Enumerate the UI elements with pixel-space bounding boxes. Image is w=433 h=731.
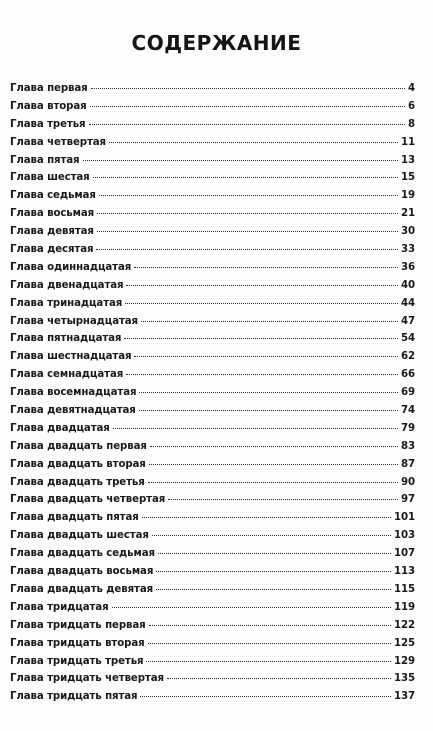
toc-entry: [10, 277, 415, 295]
toc-chapter-title: Глава тридцать четвертая: [10, 673, 164, 685]
toc-chapter-title: Глава двенадцатая: [10, 279, 124, 291]
toc-entry: [10, 169, 415, 187]
toc-chapter-title: Глава одиннадцатая: [10, 261, 132, 273]
toc-page-number: 21: [401, 208, 415, 220]
toc-chapter-title: Глава двадцать первая: [10, 440, 147, 452]
toc-chapter-title: Глава пятая: [10, 154, 80, 166]
dot-leader: [150, 446, 398, 447]
dot-leader: [139, 410, 398, 411]
toc-page-number: 13: [401, 154, 415, 166]
dot-leader: [83, 160, 399, 161]
toc-page-number: 30: [401, 226, 415, 238]
toc-entry: [10, 98, 415, 116]
dot-leader: [167, 678, 391, 679]
dot-leader: [124, 338, 398, 339]
toc-chapter-title: Глава тридцать первая: [10, 619, 146, 631]
toc-page-number: 103: [394, 530, 415, 542]
dot-leader: [140, 696, 391, 697]
toc-page-number: 107: [394, 548, 415, 560]
toc-page-number: 6: [408, 100, 415, 112]
toc-page-number: 66: [401, 369, 415, 381]
toc-chapter-title: Глава двадцать восьмая: [10, 566, 154, 578]
toc-page-number: 44: [401, 297, 415, 309]
toc-page-number: 36: [401, 261, 415, 273]
toc-page-number: 62: [401, 351, 415, 363]
toc-page-number: 125: [394, 637, 415, 649]
toc-chapter-title: Глава тридцать пятая: [10, 691, 138, 703]
toc-chapter-title: Глава тридцать вторая: [10, 637, 145, 649]
dot-leader: [141, 321, 398, 322]
toc-entry: [10, 456, 415, 474]
toc-chapter-title: Глава пятнадцатая: [10, 333, 122, 345]
toc-entry: [10, 563, 415, 581]
toc-entry: [10, 295, 415, 313]
toc-chapter-title: Глава восьмая: [10, 208, 95, 220]
toc-chapter-title: Глава двадцать четвертая: [10, 494, 166, 506]
toc-entry: [10, 545, 415, 563]
dot-leader: [158, 553, 391, 554]
dot-leader: [139, 392, 398, 393]
dot-leader: [156, 571, 391, 572]
toc-chapter-title: Глава девятая: [10, 226, 94, 238]
toc-entry: [10, 653, 415, 671]
toc-entry: [10, 384, 415, 402]
dot-leader: [90, 106, 405, 107]
toc-page-number: 83: [401, 440, 415, 452]
dot-leader: [146, 661, 391, 662]
toc-entry: [10, 688, 415, 706]
toc-entry: [10, 187, 415, 205]
toc-entry: [10, 241, 415, 259]
toc-entry: [10, 366, 415, 384]
toc-page-number: 119: [394, 601, 415, 613]
dot-leader: [96, 249, 398, 250]
table-of-contents: [10, 80, 415, 706]
dot-leader: [152, 535, 391, 536]
toc-chapter-title: Глава восемнадцатая: [10, 387, 137, 399]
toc-entry: [10, 223, 415, 241]
dot-leader: [125, 303, 398, 304]
page-title: СОДЕРЖАНИЕ: [131, 31, 302, 55]
dot-leader: [148, 643, 391, 644]
toc-chapter-title: Глава двадцать вторая: [10, 458, 146, 470]
toc-chapter-title: Глава четырнадцатая: [10, 315, 138, 327]
toc-entry: [10, 134, 415, 152]
toc-page-number: 79: [401, 422, 415, 434]
toc-page-number: 54: [401, 333, 415, 345]
toc-entry: [10, 581, 415, 599]
toc-page-number: 11: [401, 136, 415, 148]
dot-leader: [126, 285, 398, 286]
toc-chapter-title: Глава третья: [10, 118, 86, 130]
dot-leader: [113, 428, 398, 429]
toc-page-number: 137: [394, 691, 415, 703]
dot-leader: [149, 625, 391, 626]
toc-page-number: 47: [401, 315, 415, 327]
toc-chapter-title: Глава двадцать девятая: [10, 583, 154, 595]
toc-chapter-title: Глава девятнадцатая: [10, 405, 136, 417]
toc-page-number: 129: [394, 655, 415, 667]
toc-entry: [10, 259, 415, 277]
dot-leader: [126, 374, 398, 375]
dot-leader: [142, 517, 391, 518]
dot-leader: [168, 499, 398, 500]
toc-entry: [10, 313, 415, 331]
dot-leader: [97, 213, 398, 214]
toc-entry: [10, 617, 415, 635]
toc-entry: [10, 402, 415, 420]
toc-entry: [10, 420, 415, 438]
dot-leader: [99, 195, 398, 196]
dot-leader: [149, 464, 398, 465]
toc-entry: [10, 152, 415, 170]
toc-page-number: 15: [401, 172, 415, 184]
toc-page-number: 33: [401, 244, 415, 256]
toc-entry: [10, 527, 415, 545]
toc-entry: [10, 205, 415, 223]
toc-entry: [10, 491, 415, 509]
dot-leader: [89, 124, 406, 125]
dot-leader: [109, 142, 398, 143]
toc-page-number: 135: [394, 673, 415, 685]
toc-chapter-title: Глава семнадцатая: [10, 369, 124, 381]
toc-page-number: 101: [394, 512, 415, 524]
toc-page-number: 115: [394, 583, 415, 595]
toc-entry: [10, 330, 415, 348]
toc-chapter-title: Глава шестнадцатая: [10, 351, 132, 363]
toc-chapter-title: Глава четвертая: [10, 136, 106, 148]
toc-entry: [10, 635, 415, 653]
toc-page-number: 8: [408, 118, 415, 130]
toc-chapter-title: Глава двадцать шестая: [10, 530, 149, 542]
toc-page-number: 97: [401, 494, 415, 506]
toc-page-number: 122: [394, 619, 415, 631]
toc-chapter-title: Глава тридцать третья: [10, 655, 144, 667]
toc-entry: [10, 599, 415, 617]
toc-chapter-title: Глава шестая: [10, 172, 90, 184]
toc-entry: [10, 438, 415, 456]
toc-chapter-title: Глава двадцать пятая: [10, 512, 139, 524]
dot-leader: [93, 177, 398, 178]
toc-page-number: 87: [401, 458, 415, 470]
toc-page-number: 4: [408, 83, 415, 94]
toc-entry: [10, 116, 415, 134]
toc-chapter-title: Глава тринадцатая: [10, 297, 123, 309]
toc-page-number: 90: [401, 476, 415, 488]
toc-chapter-title: Глава вторая: [10, 100, 87, 112]
toc-entry: [10, 348, 415, 366]
dot-leader: [156, 589, 391, 590]
toc-entry: [10, 80, 415, 98]
dot-leader: [134, 267, 398, 268]
toc-page-number: 19: [401, 190, 415, 202]
toc-page-number: 69: [401, 387, 415, 399]
toc-chapter-title: Глава десятая: [10, 244, 94, 256]
toc-chapter-title: Глава двадцатая: [10, 422, 110, 434]
toc-page-number: 74: [401, 405, 415, 417]
toc-entry: [10, 670, 415, 688]
toc-chapter-title: Глава двадцать третья: [10, 476, 145, 488]
dot-leader: [148, 482, 398, 483]
dot-leader: [91, 88, 405, 89]
toc-chapter-title: Глава двадцать седьмая: [10, 548, 155, 560]
dot-leader: [97, 231, 398, 232]
toc-chapter-title: Глава первая: [10, 83, 88, 94]
toc-chapter-title: Глава седьмая: [10, 190, 96, 202]
toc-entry: [10, 509, 415, 527]
toc-chapter-title: Глава тридцатая: [10, 601, 109, 613]
toc-entry: [10, 474, 415, 492]
toc-page-number: 113: [394, 566, 415, 578]
dot-leader: [134, 356, 398, 357]
toc-page-number: 40: [401, 279, 415, 291]
dot-leader: [112, 607, 392, 608]
